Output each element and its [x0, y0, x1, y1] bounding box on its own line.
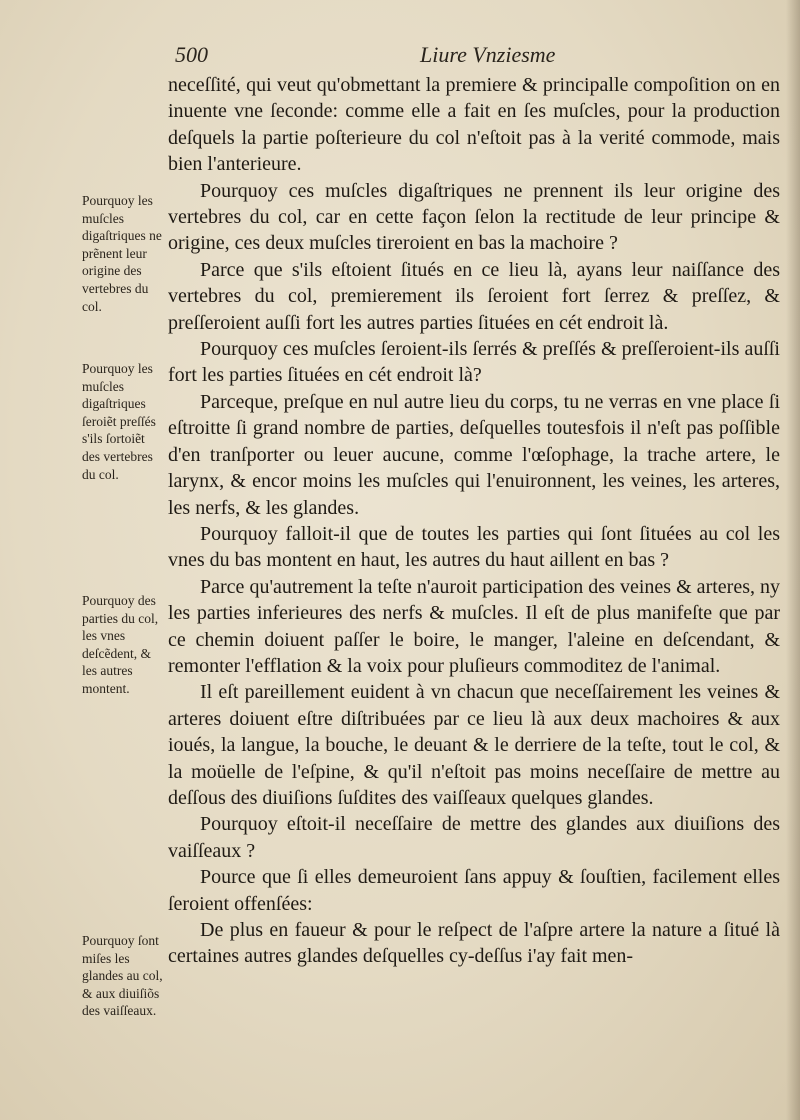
- paragraph: Parce que s'ils eſtoient ſitués en ce lieu là, ayans leur naiſſance des vertebres du col, premierement ils ſeroient fort ſerrez & preſſez, & preſſeroient auſſi fort les autres parties ſituées en cét endroit là.: [168, 258, 780, 334]
- main-text-column: [168, 72, 780, 970]
- paragraph: Parce qu'autrement la teſte n'auroit participation des veines & arteres, ny les parties inferieures des nerfs & muſcles. Il eſt de plus manifeſte que par ce chemin doiuent paſſer le boire, le manger, l'aleine en deſcendant, & remonter l'efflation & la voix pour pluſieurs commoditez de l'animal.: [168, 575, 780, 677]
- margin-note: Pourquoy ſont miſes les glandes au col, & aux diuiſiõs des vaiſſeaux.: [82, 933, 163, 1019]
- margin-note: Pourquoy les muſcles digaſtriques ne prẽnent leur origine des vertebres du col.: [82, 193, 162, 314]
- paragraph: Pourquoy eſtoit-il neceſſaire de mettre des glandes aux diuiſions des vaiſſeaux ?: [168, 813, 780, 862]
- paragraph: Parceque, preſque en nul autre lieu du corps, tu ne verras en vne place ſi eſtroitte ſi grand nombre de parties, deſquelles toutesfois il n'eſt pas poſſible d'en tranſporter ou leuer aucune, comme l'œſophage, la trache artere, le larynx, & encor moins les muſcles qui l'enuironnent, les veines, les arteres, les nerfs, & les glandes.: [168, 390, 780, 519]
- margin-note: Pourquoy les muſcles digaſtriques ſeroiẽt preſſés s'ils ſortoiẽt des vertebres du col.: [82, 361, 156, 482]
- running-title: Liure Vnziesme: [420, 42, 556, 67]
- paragraph: neceſſité, qui veut qu'obmettant la premiere & principalle compoſition on en inuente vne ſeconde: comme elle a fait en ſes muſcles, pour la production deſquels la partie poſterieure du col n'eſtoit pas à la verité commode, mais bien l'anterieure.: [168, 74, 780, 176]
- paragraph: Pource que ſi elles demeuroient ſans appuy & ſouſtien, facilement elles ſeroient offenſées:: [168, 866, 780, 915]
- paragraph: Pourquoy ces muſcles digaſtriques ne prennent ils leur origine des vertebres du col, car en cette façon ſelon la rectitude de leur principe & origine, ces deux muſcles tireroient en bas la machoire ?: [168, 179, 780, 255]
- page-number: 500: [175, 42, 208, 67]
- paragraph: Pourquoy ces muſcles ſeroient-ils ſerrés & preſſés & preſſeroient-ils auſſi fort les parties ſituées en cét endroit là?: [168, 338, 780, 387]
- paragraph: Pourquoy falloit-il que de toutes les parties qui ſont ſituées au col les vnes du bas montent en haut, les autres du haut aillent en bas ?: [168, 522, 780, 572]
- paragraph: Il eſt pareillement euident à vn chacun que neceſſairement les veines & arteres doiuent eſtre diſtribuées par ce lieu là aux deux machoires & aux ioués, la langue, la bouche, le deuant & le derriere de la teſte, tout le col, & la moüelle de l'eſpine, & qu'il n'eſtoit pas moins neceſſaire de mettre au deſſous des diuiſions ſuſdites des vaiſſeaux quelques glandes.: [168, 681, 780, 809]
- paragraph: De plus en faueur & pour le reſpect de l'aſpre artere la nature a ſitué là certaines autres glandes deſquelles cy-deſſus i'ay fait men-: [168, 919, 780, 968]
- page-header: [175, 42, 775, 72]
- page-edge-shadow: [786, 0, 800, 1120]
- margin-note: Pourquoy des parties du col, les vnes deſcẽdent, & les autres montent.: [82, 593, 159, 696]
